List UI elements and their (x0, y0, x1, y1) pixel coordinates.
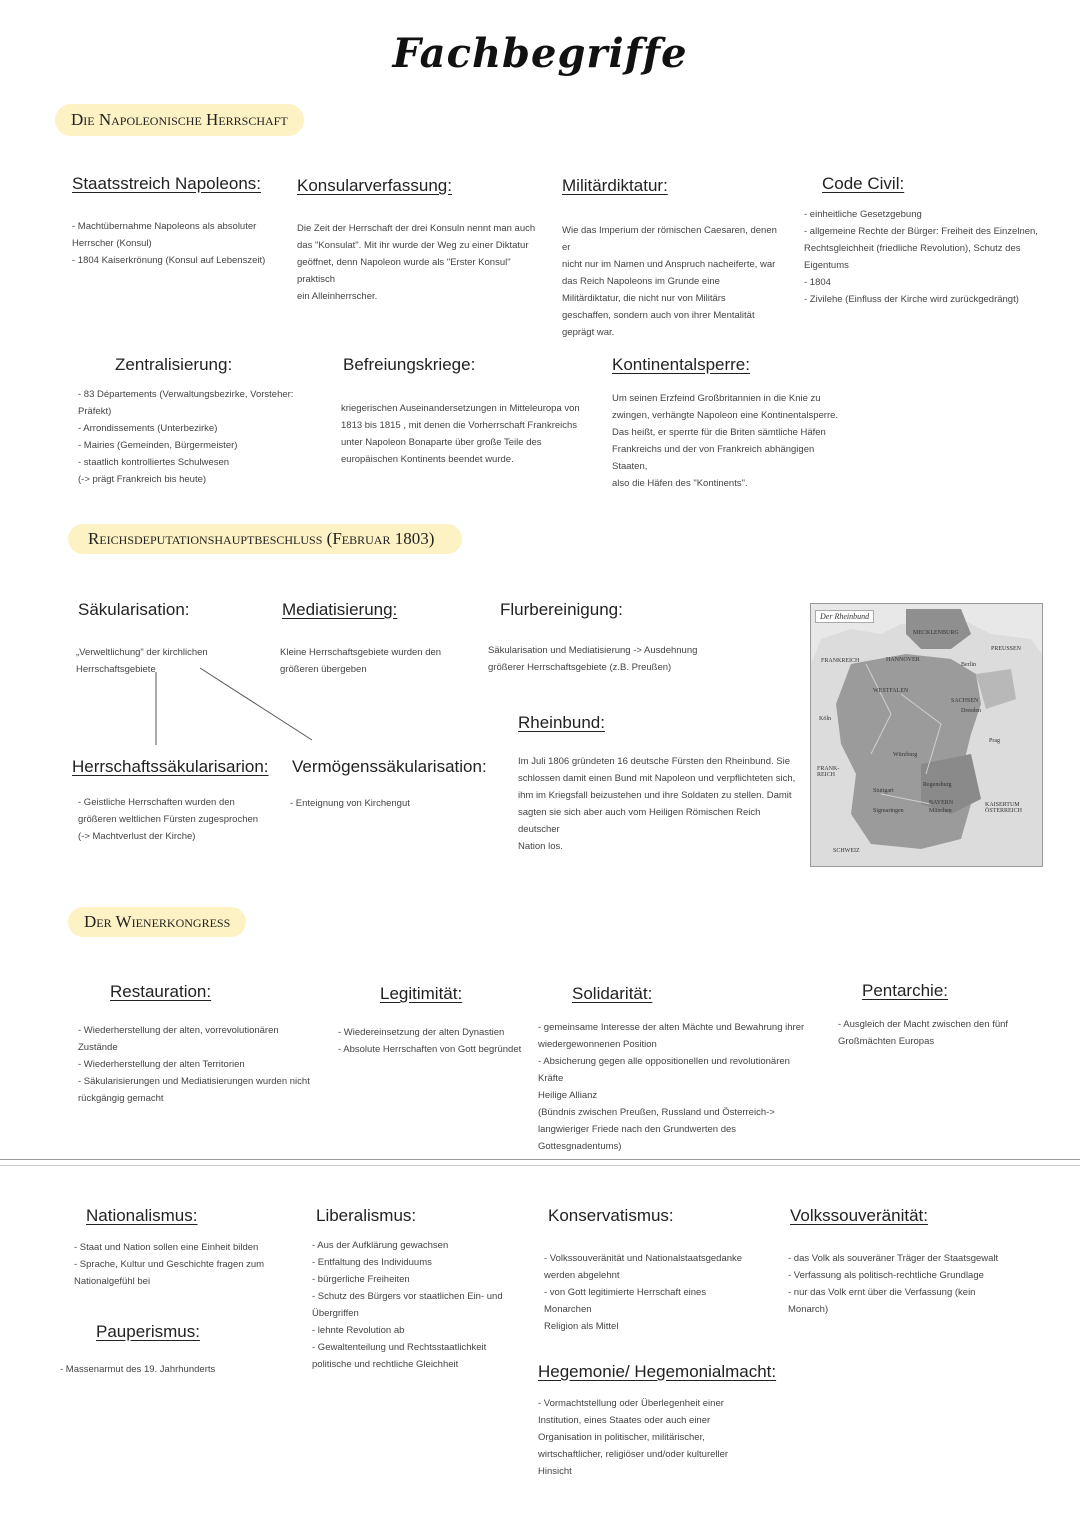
text-flurbereinigung: Säkularisation und Mediatisierung -> Ausdehnung größerer Herrschaftsgebiete (z.B. Preußen) (488, 645, 698, 673)
map-label-schweiz: SCHWEIZ (833, 848, 860, 854)
map-label-frankreich2: FRANK- REICH (817, 766, 840, 778)
text-legitimitaet: - Wiedereinsetzung der alten Dynastien - Absolute Herrschaften von Gott begründet (338, 1027, 522, 1055)
heading-konsularverfassung: Konsularverfassung: (297, 176, 452, 195)
text-restauration: - Wiederherstellung der alten, vorrevolutionären Zustände - Wiederherstellung der alten Territorien - Säkularisierungen und Mediatisierungen wurden nicht rückgängig gemacht (78, 1025, 310, 1104)
text-herrschaftssaekularisation: - Geistliche Herrschaften wurden den größeren weltlichen Fürsten zugesprochen (-> Machtverlust der Kirche) (78, 797, 259, 842)
heading-volkssouveraenitaet: Volkssouveränität: (790, 1206, 928, 1225)
page-divider-secondary (0, 1165, 1080, 1166)
map-label-wuerzburg: Würzburg (893, 752, 918, 758)
text-staatsstreich: - Machtübernahme Napoleons als absoluter Herrscher (Konsul) - 1804 Kaiserkrönung (Konsul auf Lebenszeit) (72, 221, 266, 266)
heading-hegemonie: Hegemonie/ Hegemonialmacht: (538, 1362, 777, 1381)
heading-militaerdiktatur: Militärdiktatur: (562, 176, 668, 195)
map-label-berlin: Berlin (961, 662, 976, 668)
heading-rheinbund: Rheinbund: (518, 713, 605, 732)
map-shapes (811, 604, 1042, 866)
section-rdhb: Reichsdeputationshauptbeschluss (Februar 1803) (68, 524, 462, 554)
section-napoleon: Die Napoleonische Herrschaft (55, 104, 304, 136)
heading-liberalismus: Liberalismus: (316, 1206, 417, 1225)
section-wienerkongress: Der Wienerkongress (68, 907, 246, 937)
text-nationalismus: - Staat und Nation sollen eine Einheit bilden - Sprache, Kultur und Geschichte fragen zum Nationalgefühl bei (74, 1242, 265, 1287)
heading-nationalismus: Nationalismus: (86, 1206, 198, 1225)
text-militaerdiktatur: Wie das Imperium der römischen Caesaren, denen er nicht nur im Namen und Anspruch nacheiferte, war das Reich Napoleons im Grunde eine Militärdiktatur, die nicht nur von Militärs geschaffen, sondern auch von ihrer Mentalität geprägt war. (562, 225, 777, 338)
text-volkssouveraenitaet: - das Volk als souveräner Träger der Staatsgewalt - Verfassung als politisch-rechtliche Grundlage - nur das Volk ernt über die Verfassung (kein Monarch) (788, 1253, 999, 1315)
text-pauperismus: - Massenarmut des 19. Jahrhunderts (60, 1364, 216, 1375)
heading-code-civil: Code Civil: (822, 174, 905, 193)
rheinbund-map (810, 603, 1043, 867)
map-label-regensburg: Regensburg (923, 782, 952, 788)
text-mediatisierung: Kleine Herrschaftsgebiete wurden den größeren übergeben (280, 647, 442, 675)
map-label-oesterreich: KAISERTUM ÖSTERREICH (985, 802, 1023, 814)
heading-flurbereinigung: Flurbereinigung: (500, 600, 623, 619)
heading-vermoegenssaekularisation: Vermögenssäkularisation: (292, 757, 487, 776)
text-vermoegenssaekularisation: - Enteignung von Kirchengut (290, 798, 410, 809)
connector-line-vermoegen (200, 668, 312, 740)
map-label-mecklenburg: MECKLENBURG (913, 630, 959, 636)
map-label-frankreich: FRANKREICH (821, 658, 860, 664)
heading-restauration: Restauration: (110, 982, 212, 1001)
map-label-muenchen: München (929, 808, 952, 814)
heading-staatsstreich: Staatsstreich Napoleons: (72, 174, 261, 193)
heading-kontinentalsperre: Kontinentalsperre: (612, 355, 750, 374)
text-solidaritaet: - gemeinsame Interesse der alten Mächte und Bewahrung ihrer wiedergewonnenen Position - Absicherung gegen alle oppositionellen und revolutionären Kräfte Heilige Allianz (Bündnis zwischen Preußen, Russland und Österreich-> langwieriger Friede nach den Grundwerten des Gottesgnadentums) (538, 1022, 805, 1152)
heading-pentarchie: Pentarchie: (862, 981, 948, 1000)
page-title: Fachbegriffe (392, 30, 688, 77)
heading-konservatismus: Konservatismus: (548, 1206, 674, 1225)
map-label-stuttgart: Stuttgart (873, 788, 894, 794)
text-kontinentalsperre: Um seinen Erzfeind Großbritannien in die Knie zu zwingen, verhängte Napoleon eine Kontinentalsperre. Das heißt, er sperrte für die Briten sämtliche Häfen Frankreichs und der von Frankreich abhängigen Staaten, also die Häfen des "Kontinents". (612, 393, 839, 489)
map-label-hannover: HANNOVER (886, 657, 920, 663)
page-divider (0, 1159, 1080, 1160)
map-label-preussen: PREUSSEN (991, 646, 1022, 652)
heading-legitimitaet: Legitimität: (380, 984, 463, 1003)
heading-herrschaftssaekularisation: Herrschaftssäkularisarion: (72, 757, 269, 776)
text-hegemonie: - Vormachtstellung oder Überlegenheit einer Institution, eines Staates oder auch einer Organisation in politischer, militärischer, wirtschaftlicher, religiöser und/oder kultureller Hinsicht (538, 1398, 729, 1477)
text-rheinbund: Im Juli 1806 gründeten 16 deutsche Fürsten den Rheinbund. Sie schlossen damit einen Bund mit Napoleon und verpflichteten sich, ihm im Kriegsfall beizustehen und ihre Soldaten zu stellen. Damit sagten sie sich aber auch vom Heiligen Römischen Reich deutscher Nation los. (518, 756, 796, 852)
heading-befreiungskriege: Befreiungskriege: (343, 355, 476, 374)
map-label-sachsen: SACHSEN (951, 698, 979, 704)
map-label-bayern: BAYERN (929, 800, 954, 806)
map-title: Der Rheinbund (815, 610, 874, 623)
heading-zentralisierung: Zentralisierung: (115, 355, 233, 374)
map-label-westfalen: WESTFALEN (873, 688, 909, 694)
text-konsularverfassung: Die Zeit der Herrschaft der drei Konsuln nennt man auch das "Konsulat". Mit ihr wurde der Weg zu einer Diktatur geöffnet, denn Napoleon wurde als "Erster Konsul" praktisch ein Alleinherrscher. (297, 223, 536, 302)
text-liberalismus: - Aus der Aufklärung gewachsen - Entfaltung des Individuums - bürgerliche Freiheiten - Schutz des Bürgers vor staatlichen Ein- und Übergriffen - lehnte Revolution ab - Gewaltenteilung und Rechtsstaatlichkeit politische und rechtliche Gleichheit (312, 1240, 503, 1370)
text-befreiungskriege: kriegerischen Auseinandersetzungen in Mitteleuropa von 1813 bis 1815 , mit denen die Vorherrschaft Frankreichs unter Napoleon Bonaparte über große Teile des europäischen Kontinents beendet wurde. (341, 403, 580, 465)
heading-solidaritaet: Solidarität: (572, 984, 653, 1003)
text-code-civil: - einheitliche Gesetzgebung - allgemeine Rechte der Bürger: Freiheit des Einzelnen, Rechtsgleichheit (friedliche Revolution), Schutz des Eigentums - 1804 - Zivilehe (Einfluss der Kirche wird zurückgedrängt) (804, 209, 1038, 305)
heading-mediatisierung: Mediatisierung: (282, 600, 398, 619)
map-label-prag: Prag (989, 738, 1000, 744)
text-konservatismus: - Volkssouveränität und Nationalstaatsgedanke werden abgelehnt - von Gott legitimierte Herrschaft eines Monarchen Religion als Mittel (544, 1253, 743, 1332)
map-label-koeln: Köln (819, 716, 831, 722)
heading-saekularisation: Säkularisation: (78, 600, 190, 619)
heading-pauperismus: Pauperismus: (96, 1322, 200, 1341)
text-pentarchie: - Ausgleich der Macht zwischen den fünf Großmächten Europas (838, 1019, 1009, 1047)
text-saekularisation: „Verweltlichung" der kirchlichen Herrschaftsgebiete (76, 647, 208, 675)
map-label-dresden: Dresden (961, 708, 981, 714)
text-zentralisierung: - 83 Départements (Verwaltungsbezirke, Vorsteher: Präfekt) - Arrondissements (Unterbezirke) - Mairies (Gemeinden, Bürgermeister) - staatlich kontrolliertes Schulwesen (-> prägt Frankreich bis heute) (78, 389, 294, 485)
map-label-sigmaringen: Sigmaringen (873, 808, 904, 814)
